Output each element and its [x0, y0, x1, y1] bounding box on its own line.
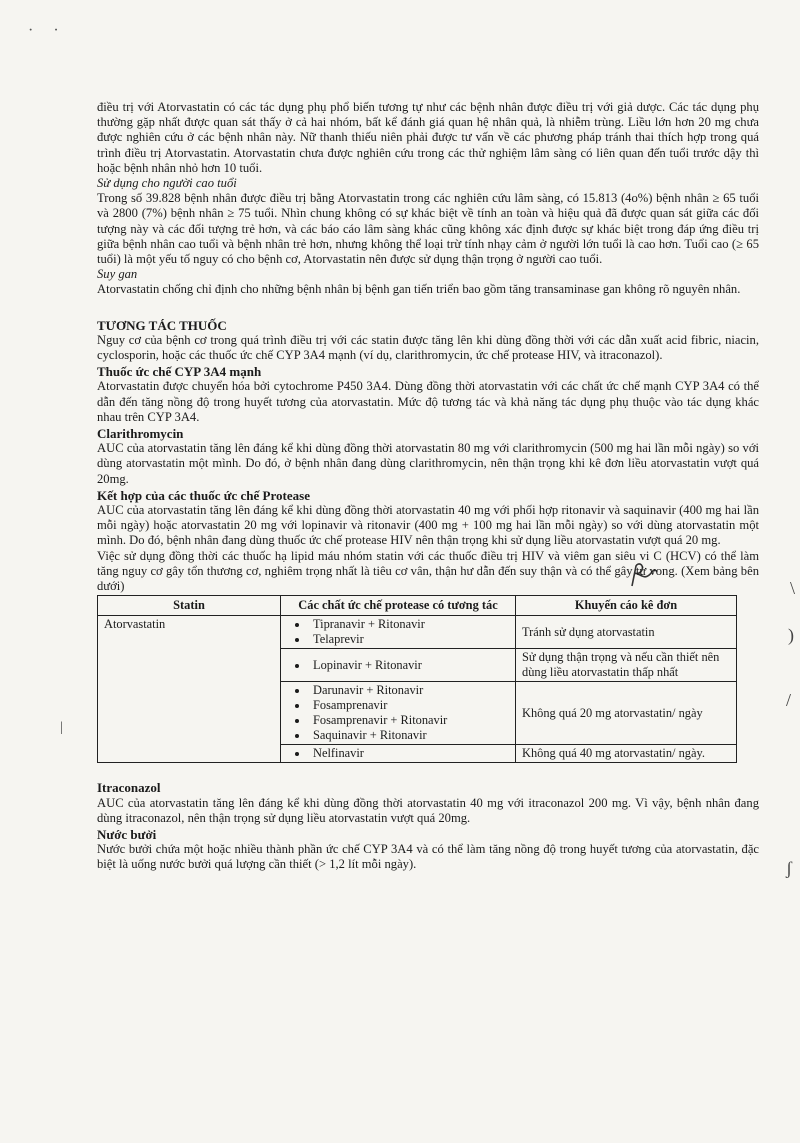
margin-mark-icon: )	[788, 625, 794, 645]
paragraph-clarithromycin: AUC của atorvastatin tăng lên đáng kể khi dùng đồng thời atorvastatin 80 mg với clarithromycin (500 mg hai lần mỗi ngày) so với dùng atorvastatin một mình. Do đó, ở bệnh nhân đang dùng clarithromycin, nên thận trọng khi kê đơn liều atorvastatin vượt quá 20mg.	[97, 441, 759, 486]
list-item: • Tipranavir + Ritonavir	[309, 617, 509, 632]
paragraph-hiv-hcv: Việc sử dụng đồng thời các thuốc hạ lipid máu nhóm statin với các thuốc điều trị HIV và viêm gan siêu vi C (HCV) có thể làm tăng nguy cơ gây tổn thương cơ, nghiêm trọng nhất là tiêu cơ vân, thận hư dẫn đến suy thận và có thể gây tử vong. (Xem bảng bên dưới)	[97, 548, 759, 594]
table-header-cell: Các chất ức chế protease có tương tác	[281, 596, 516, 616]
list-item: • Fosamprenavir	[309, 698, 509, 713]
heading-itraconazole: Itraconazol	[97, 780, 161, 796]
paragraph-itraconazole: AUC của atorvastatin tăng lên đáng kể khi dùng đồng thời atorvastatin 40 mg với itraconazol 200 mg. Vì vậy, bệnh nhân đang dùng itraconazol, nên thận trọng sử dụng liều atorvastatin vượt quá 20mg.	[97, 795, 759, 825]
heading-liver: Suy gan	[97, 267, 138, 282]
paragraph-grapefruit: Nước bưởi chứa một hoặc nhiều thành phần ức chế CYP 3A4 và có thể làm tăng nồng độ trong huyết tương của atorvastatin, đặc biệt là uống nước bưởi quá lượng cần thiết (> 1,2 lít mỗi ngày).	[97, 842, 759, 872]
interaction-table	[97, 595, 737, 763]
heading-protease: Kết hợp của các thuốc ức chế Protease	[97, 487, 310, 503]
list-item: • Saquinavir + Ritonavir	[309, 728, 509, 743]
advice-cell: Sử dụng thận trọng và nếu cần thiết nên dùng liều atorvastatin thấp nhất	[516, 649, 737, 682]
advice-cell: Tránh sử dụng atorvastatin	[516, 616, 737, 649]
list-item: • Darunavir + Ritonavir	[309, 683, 509, 698]
drug-cell	[281, 682, 516, 745]
document-page	[97, 100, 759, 873]
table-header-cell: Khuyến cáo kê đơn	[516, 596, 737, 616]
table-header-cell: Statin	[98, 596, 281, 616]
paragraph-cyp3a4: Atorvastatin được chuyển hóa bởi cytochrome P450 3A4. Dùng đồng thời atorvastatin với các chất ức chế mạnh CYP 3A4 có thể dẫn đến tăng nồng độ trong huyết tương của atorvastatin. Mức độ tương tác và khả năng tác dụng phụ thuộc vào tác dụng khác nhau trên CYP 3A4.	[97, 379, 759, 424]
heading-cyp3a4: Thuốc ức chế CYP 3A4 mạnh	[97, 364, 262, 380]
margin-mark-icon: ʃ	[786, 858, 792, 878]
drug-cell	[281, 616, 516, 649]
margin-mark-icon: \	[790, 578, 796, 598]
list-item: • Lopinavir + Ritonavir	[309, 658, 509, 673]
list-item: • Telaprevir	[309, 632, 509, 647]
list-item: • Fosamprenavir + Ritonavir	[309, 713, 509, 728]
advice-cell: Không quá 40 mg atorvastatin/ ngày.	[516, 745, 737, 763]
heading-interactions: TƯƠNG TÁC THUỐC	[97, 317, 227, 333]
margin-mark-icon: /	[786, 690, 792, 710]
table-header-row	[98, 596, 737, 616]
spacer	[97, 763, 759, 779]
scan-specks-icon: · ·	[28, 22, 67, 39]
margin-mark-icon: |	[60, 720, 63, 735]
paragraph-interactions: Nguy cơ của bệnh cơ trong quá trình điều trị với các statin được tăng lên khi dùng đồng thời với các dẫn xuất acid fibric, niacin, cyclosporin, hoặc các thuốc ức chế CYP 3A4 mạnh (ví dụ, clarithromycin, ức chế protease HIV, và itraconazol).	[97, 332, 759, 363]
paragraph-protease: AUC của atorvastatin tăng lên đáng kể khi dùng đồng thời atorvastatin 40 mg với phối hợp ritonavir và saquinavir (400 mg hai lần mỗi ngày) hoặc atorvastatin 20 mg với lopinavir và ritonavir (400 mg + 100 mg hai lần mỗi ngày) so với dùng atorvastatin một mình. Do đó, bệnh nhân đang dùng thuốc ức chế protease HIV nên thận trọng khi sử dụng liều atorvastatin vượt quá 20 mg.	[97, 503, 759, 548]
paragraph-liver: Atorvastatin chống chỉ định cho những bệnh nhân bị bệnh gan tiến triển bao gồm tăng transaminase gan không rõ nguyên nhân.	[97, 282, 741, 297]
list-item: • Nelfinavir	[309, 746, 509, 761]
drug-cell	[281, 649, 516, 682]
heading-elderly: Sử dụng cho người cao tuổi	[97, 176, 237, 191]
advice-cell: Không quá 20 mg atorvastatin/ ngày	[516, 682, 737, 745]
heading-clarithromycin: Clarithromycin	[97, 426, 184, 442]
table-row	[98, 616, 737, 649]
paragraph-pediatric: điều trị với Atorvastatin có các tác dụng phụ phổ biến tương tự như các bệnh nhân được điều trị với giả dược. Các tác dụng phụ thường gặp nhất được quan sát thấy ở cả hai nhóm, bất kể đánh giá quan hệ nhân quả, là nhiễm trùng. Liều lớn hơn 20 mg chưa được nghiên cứu ở các bệnh nhân này. Nữ thanh thiếu niên phải được tư vấn về các phương pháp tránh thai thích hợp trong quá trình điều trị Atorvastatin. Atorvastatin chưa được nghiên cứu trong các thử nghiệm lâm sàng có liên quan đến tuổi trước dậy thì hoặc bệnh nhân nhỏ hơn 10 tuổi.	[97, 100, 759, 175]
heading-grapefruit: Nước bưởi	[97, 826, 157, 842]
drug-cell	[281, 745, 516, 763]
statin-cell: Atorvastatin	[98, 616, 281, 763]
paragraph-elderly: Trong số 39.828 bệnh nhân được điều trị bằng Atorvastatin trong các nghiên cứu lâm sàng, có 15.813 (4o%) bệnh nhân ≥ 65 tuổi và 2800 (7%) bệnh nhân ≥ 75 tuổi. Nhìn chung không có sự khác biệt về tính an toàn và hiệu quả đã được quan sát giữa các đối tượng này và các đối tượng trẻ hơn, và các báo cáo lâm sàng khác cũng không xác định được sự khác biệt trong đáp ứng điều trị giữa bệnh nhân cao tuổi và bệnh nhân trẻ hơn, nhưng không thể loại trừ tính nhạy cảm ở người lớn tuổi là cao hơn. Tuổi cao (≥ 65 tuổi) là một yếu tố nguy có cho bệnh cơ, Atorvastatin nên được sử dụng thận trọng ở người cao tuổi.	[97, 191, 759, 267]
